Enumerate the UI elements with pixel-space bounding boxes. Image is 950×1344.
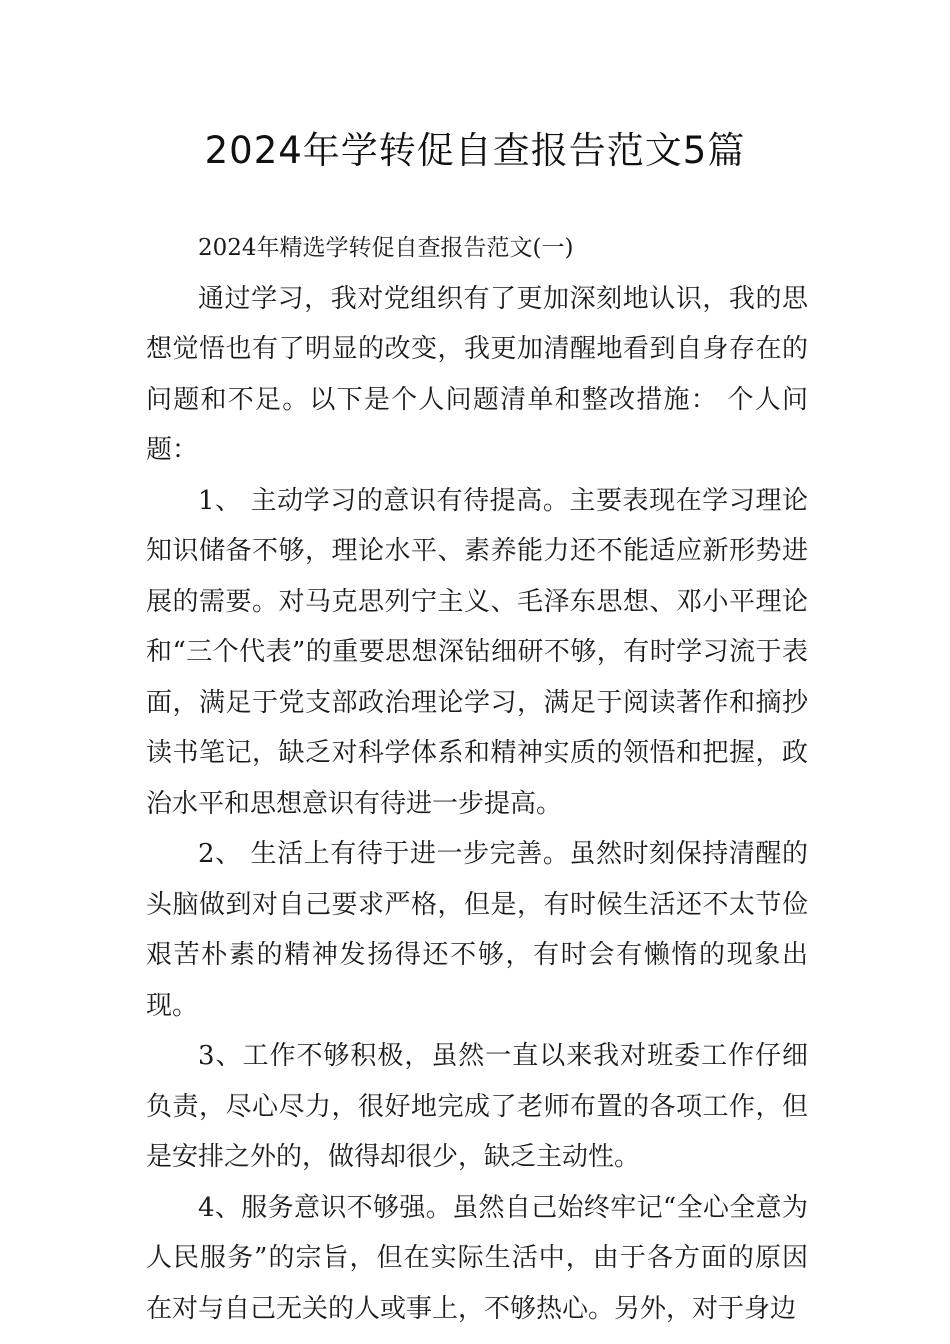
paragraph-item-2: 2、 生活上有待于进一步完善。虽然时刻保持清醒的头脑做到对自己要求严格，但是，有时候生活还不太节俭艰苦朴素的精神发扬得还不够，有时会有懒惰的现象出现。 <box>146 839 808 1021</box>
document-body <box>146 223 808 1334</box>
document-title: 2024年学转促自查报告范文5篇 <box>204 129 746 172</box>
paragraph-item-3: 3、工作不够积极，虽然一直以来我对班委工作仔细负责，尽心尽力，很好地完成了老师布置的各项工作，但是安排之外的，做得却很少，缺乏主动性。 <box>146 1041 808 1172</box>
paragraph-item-1: 1、 主动学习的意识有待提高。主要表现在学习理论知识储备不够，理论水平、素养能力还不能适应新形势进展的需要。对马克思列宁主义、毛泽东思想、邓小平理论和“三个代表”的重要思想深钻细研不够，有时学习流于表面，满足于党支部政治理论学习，满足于阅读著作和摘抄读书笔记，缺乏对科学体系和精神实质的领悟和把握，政治水平和思想意识有待进一步提高。 <box>146 485 808 819</box>
paragraph-intro: 通过学习，我对党组织有了更加深刻地认识，我的思想觉悟也有了明显的改变，我更加清醒地看到自身存在的问题和不足。以下是个人问题清单和整改措施： 个人问题： <box>146 283 808 465</box>
paragraph-item-4: 4、服务意识不够强。虽然自己始终牢记“全心全意为人民服务”的宗旨，但在实际生活中，由于各方面的原因在对与自己无关的人或事上，不够热心。另外，对于身边 <box>146 1192 808 1324</box>
section-heading: 2024年精选学转促自查报告范文(一) <box>198 235 574 261</box>
